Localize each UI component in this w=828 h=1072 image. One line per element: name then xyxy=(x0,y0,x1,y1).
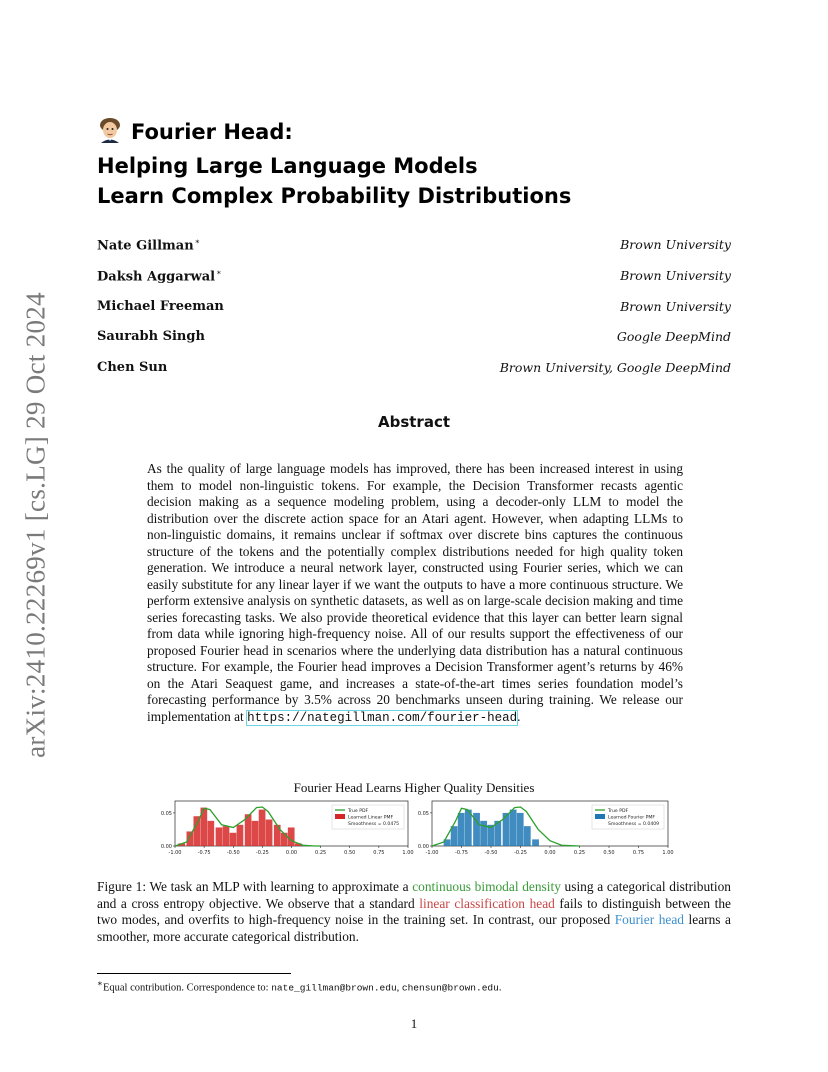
legend-pmf-swatch xyxy=(595,814,605,819)
equal-contribution-mark: ∗ xyxy=(216,267,222,277)
linear-head-chart xyxy=(150,798,412,860)
histogram-bar xyxy=(193,816,200,846)
x-tick-label: -0.25 xyxy=(514,850,527,856)
legend-pmf-swatch xyxy=(335,814,345,819)
title-line-1: Fourier Head: xyxy=(131,120,293,144)
x-tick-label: -0.50 xyxy=(484,850,498,856)
x-tick-label: -0.75 xyxy=(455,850,468,856)
abstract-text: As the quality of large language models has improved, there has been increased interest in using them to model non-linguistic tokens. For example, the Decision Transformer recasts agentic decision making as a sequence modeling problem, using a decoder-only LLM to model the distribution over the discrete action space for an Atari agent. However, when adapting LLMs to non-linguistic domains, it remains unclear if softmax over discrete bins captures the continuous structure of the tokens and the potentially complex distributions needed for high quality token generation. We introduce a neural network layer, constructed using Fourier series, which we can easily substitute for any linear layer if we want the outputs to have a more continuous structure. We perform extensive analysis on synthetic datasets, as well as on large-scale decision making and time series forecasting tasks. We also provide theoretical evidence that this layer can better learn signal from data while ignoring high-frequency noise. All of our results support the effectiveness of our proposed Fourier head in scenarios where the underlying data distribution has a natural continuous structure. For example, the Fourier head improves a Decision Transformer agent’s returns by 46% on the Atari Seaquest game, and increases a state-of-the-art times series foundation model’s forecasting performance by 3.5% across 20 benchmarks unseen during training. We release our implementation at xyxy=(147,461,683,724)
arxiv-sidebar-stamp xyxy=(16,290,56,760)
histogram-bar xyxy=(207,821,214,846)
histogram-bar xyxy=(451,826,458,846)
x-tick-label: 0.50 xyxy=(344,850,356,856)
project-url-link[interactable]: https://nategillman.com/fourier-head xyxy=(247,710,518,725)
page-number: 1 xyxy=(410,1016,418,1031)
x-tick-label: 0.00 xyxy=(285,850,298,856)
x-tick-label: 0.75 xyxy=(373,850,385,856)
legend-entry: Learned Linear PMF xyxy=(348,815,394,821)
author-name: Nate Gillman xyxy=(97,238,194,254)
x-tick-label: -1.00 xyxy=(425,850,439,856)
histogram-bar xyxy=(216,827,223,846)
author-affiliation: Brown University xyxy=(620,298,731,314)
abstract-body: As the quality of large language models has improved, there has been increased interest in using them to model non-linguistic tokens. For example, the Decision Transformer recasts agentic decision making as a sequence modeling problem, using a decoder-only LLM to model the distribution over the discrete action space for an Atari agent. However, when adapting LLMs to non-linguistic domains, it remains unclear if softmax over discrete bins captures the continuous structure of the tokens and the potentially complex distributions needed for high quality token generation. We introduce a neural network layer, constructed using Fourier series, which we can easily substitute for any linear layer if we want the outputs to have a more continuous structure. We perform extensive analysis on synthetic datasets, as well as on large-scale decision making and time series forecasting tasks. We also provide theoretical evidence that this layer can better learn signal from data while ignoring high-frequency noise. All of our results support the effectiveness of our proposed Fourier head in scenarios where the underlying data distribution has a natural continuous structure. For example, the Fourier head improves a Decision Transformer agent’s returns by 46% on the Atari Seaquest game, and increases a state-of-the-art times series foundation model’s forecasting performance by 3.5% across 20 benchmarks unseen during training. We release our implementation at https://nategillman.com/fourier-head. xyxy=(147,461,683,725)
paper-title xyxy=(97,117,737,211)
equal-contribution-mark: ∗ xyxy=(194,237,201,246)
histogram-bar xyxy=(510,810,517,846)
x-tick-label: 1.00 xyxy=(662,850,674,856)
caption-green-phrase: continuous bimodal density xyxy=(412,879,561,894)
legend-entry: Smoothness = 0.0409 xyxy=(608,822,660,827)
figure-title: Fourier Head Learns Higher Quality Densities xyxy=(293,780,535,795)
x-tick-label: -0.50 xyxy=(226,850,240,856)
histogram-bar xyxy=(524,826,531,846)
histogram-bar xyxy=(465,810,472,846)
histogram-bar xyxy=(252,821,259,846)
histogram-bar xyxy=(259,810,266,846)
author-name: Chen Sun xyxy=(97,360,168,376)
abstract-heading: Abstract xyxy=(377,413,451,431)
footnote: ∗Equal contribution. Correspondence to: nate_gillman@brown.edu, chensun@brown.edu. xyxy=(97,978,502,994)
footnote-rule xyxy=(97,973,291,974)
caption-blue-phrase: Fourier head xyxy=(614,912,684,928)
caption-red-phrase: linear classification head xyxy=(419,895,555,911)
email-link[interactable]: chensun@brown.edu xyxy=(401,982,499,994)
x-tick-label: 0.00 xyxy=(544,850,556,856)
legend-entry: True PDF xyxy=(608,809,629,814)
y-tick-label: 0.05 xyxy=(160,810,172,817)
title-line-2: Helping Large Language Models xyxy=(97,154,478,178)
histogram-bar xyxy=(187,831,194,846)
histogram-bar xyxy=(266,820,273,846)
x-tick-label: 0.50 xyxy=(603,850,615,856)
y-tick-label: 0.00 xyxy=(160,844,172,850)
histogram-bar xyxy=(223,826,230,846)
histogram-bar xyxy=(281,833,288,846)
fourier-head-chart xyxy=(412,798,672,860)
histogram-bar xyxy=(517,813,524,846)
arxiv-identifier: arXiv:2410.22269v1 [cs.LG] 29 Oct 2024 xyxy=(20,292,51,758)
fourier-portrait-icon xyxy=(97,117,123,151)
email-link[interactable]: nate_gillman@brown.edu xyxy=(271,982,397,994)
legend-entry: True PDF xyxy=(348,809,369,814)
x-tick-label: -0.75 xyxy=(197,850,211,856)
legend-entry: Learned Fourier PMF xyxy=(608,815,655,821)
y-tick-label: 0.00 xyxy=(417,844,429,850)
x-tick-label: 0.25 xyxy=(315,850,327,856)
author-row xyxy=(97,329,731,360)
author-name: Saurabh Singh xyxy=(97,329,205,345)
author-affiliation: Brown University xyxy=(620,237,731,252)
author-name: Daksh Aggarwal xyxy=(97,269,216,285)
author-row xyxy=(97,360,731,391)
x-tick-label: 0.75 xyxy=(632,850,645,856)
author-affiliation: Brown University, Google DeepMind xyxy=(499,360,731,376)
histogram-bar xyxy=(288,827,295,846)
author-row xyxy=(97,299,731,330)
title-line-3: Learn Complex Probability Distributions xyxy=(97,184,572,208)
author-row xyxy=(97,268,731,299)
histogram-bar xyxy=(532,839,539,846)
author-name: Michael Freeman xyxy=(97,298,224,314)
figure-caption: Figure 1: We task an MLP with learning to approximate a continuous bimodal density using a categorical distribution and a cross entropy objective. We observe that a standard linear classification head fails to distinguish between the two modes, and overfits to high-frequency noise in the training set. In contrast, our proposed Fourier head learns a smoother, more accurate categorical distribution. xyxy=(97,879,732,944)
histogram-bar xyxy=(237,825,244,846)
histogram-bar xyxy=(458,813,465,846)
author-affiliation: Brown University xyxy=(620,267,731,283)
x-tick-label: 0.25 xyxy=(573,850,586,856)
author-row xyxy=(97,237,731,268)
x-tick-label: 1.00 xyxy=(402,850,414,856)
legend-entry: Smoothness = 0.0475 xyxy=(348,822,400,827)
x-tick-label: -0.25 xyxy=(255,850,269,856)
author-affiliation: Google DeepMind xyxy=(616,329,731,345)
x-tick-label: -1.00 xyxy=(168,850,182,856)
author-list xyxy=(97,237,731,391)
histogram-bar xyxy=(230,833,237,846)
y-tick-label: 0.05 xyxy=(417,810,429,817)
